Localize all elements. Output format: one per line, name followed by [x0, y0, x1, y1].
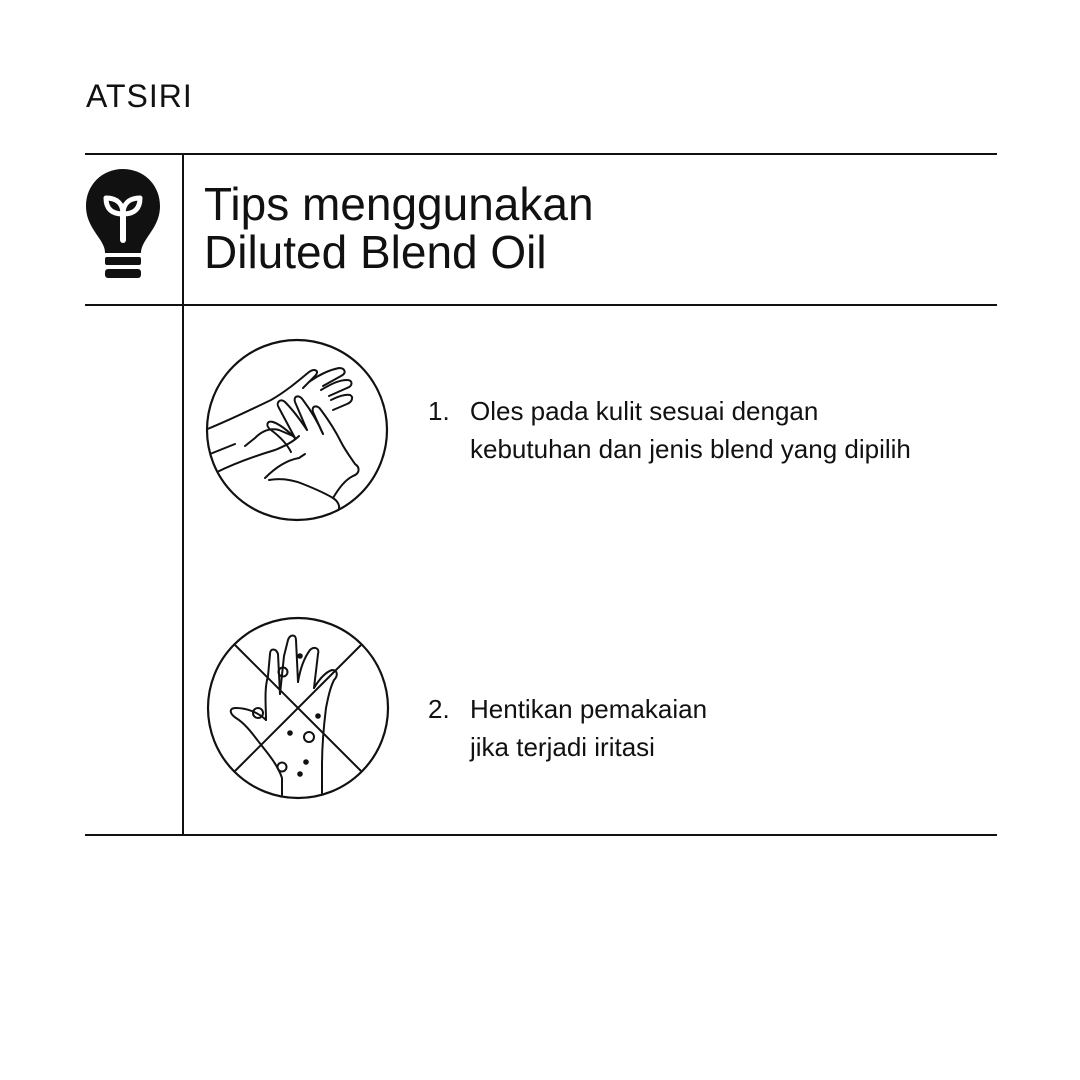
tip-text — [470, 690, 707, 766]
divider-top — [85, 153, 997, 155]
irritated-hand-crossed-icon — [206, 616, 390, 800]
hand-rubbing-icon — [205, 338, 389, 522]
divider-bottom — [85, 834, 997, 836]
divider-middle — [85, 304, 997, 306]
brand-logo: ATSIRI — [86, 78, 193, 114]
tip-text-line-2: jika terjadi iritasi — [470, 732, 655, 762]
tip-text-line-2: kebutuhan dan jenis blend yang dipilih — [470, 434, 911, 464]
tip-text-line-1: Hentikan pemakaian — [470, 694, 708, 724]
tip-item-2 — [428, 690, 707, 766]
divider-vertical — [182, 153, 184, 836]
tip-number: 2. — [428, 694, 450, 724]
tip-item-1 — [428, 392, 911, 468]
lightbulb-sprout-icon — [85, 168, 161, 280]
tip-text-line-1: Oles pada kulit sesuai dengan — [470, 396, 819, 426]
title-line-2: Diluted Blend Oil — [204, 226, 547, 278]
title-line-1: Tips menggunakan — [204, 178, 594, 230]
tip-text — [470, 392, 911, 468]
tip-number: 1. — [428, 396, 450, 426]
page-title — [204, 180, 594, 276]
